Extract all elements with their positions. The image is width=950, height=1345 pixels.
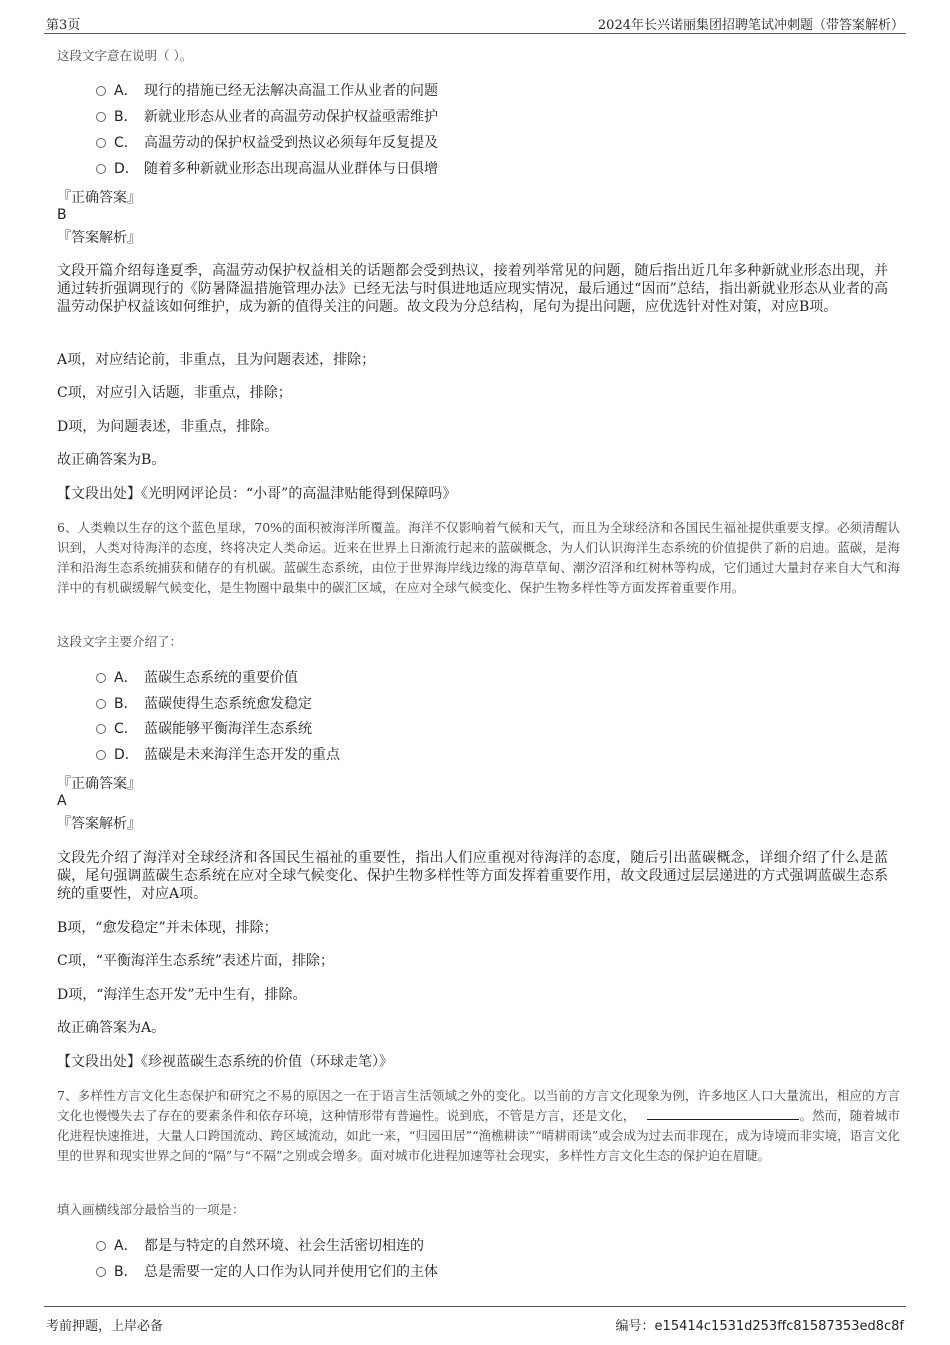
q6-option-a[interactable]: A． 蓝碳生态系统的重要价值 — [96, 667, 298, 689]
q5-conclusion: 故正确答案为B。 — [57, 452, 166, 468]
radio-icon[interactable] — [96, 138, 106, 148]
radio-icon[interactable] — [96, 1267, 106, 1277]
document-id: 编号：e15414c1531d253ffc81587353ed8c8f — [615, 1319, 904, 1334]
q5-option-d[interactable]: D． 随着多种新就业形态出现高温从业群体与日俱增 — [96, 158, 438, 180]
q6-conclusion: 故正确答案为A。 — [57, 1020, 166, 1036]
radio-icon[interactable] — [96, 750, 106, 760]
q5-option-a[interactable]: A． 现行的措施已经无法解决高温工作从业者的问题 — [96, 80, 438, 102]
q6-option-d[interactable]: D． 蓝碳是未来海洋生态开发的重点 — [96, 744, 340, 766]
q5-source: 【文段出处】《光明网评论员：“小哥”的高温津贴能得到保障吗》 — [57, 486, 457, 502]
page-header — [44, 12, 906, 34]
q5-point-c: C项，对应引入话题，非重点，排除； — [57, 385, 292, 401]
q5-answer-label: 『正确答案』 — [57, 190, 141, 206]
q6-prompt: 这段文字主要介绍了： — [57, 634, 183, 649]
q5-analysis: 文段开篇介绍每逢夏季，高温劳动保护权益相关的话题都会受到热议，接着列举常见的问题，随后指出近几年多种新就业形态出现，并通过转折强调现行的《防暑降温措施管理办法》已经无法与时俱进地适应现实情况，最后通过“因而”总结，指出新就业形态从业者的高温劳动保护权益该如何维护，成为新的值得关注的问题。故文段为分总结构，尾句为提出问题，应优选针对性对策，对应B项。 — [57, 263, 888, 315]
document-title: 2024年长兴诺丽集团招聘笔试冲刺题（带答案解析） — [597, 18, 904, 33]
q6-analysis: 文段先介绍了海洋对全球经济和各国民生福祉的重要性，指出人们应重视对待海洋的态度，随后引出蓝碳概念，详细介绍了什么是蓝碳，尾句强调蓝碳生态系统在应对全球气候变化、保护生物多样性等方面发挥着重要作用，故文段通过层层递进的方式强调蓝碳生态系统的重要性，对应A项。 — [57, 850, 888, 902]
q6-point-c: C项，“平衡海洋生态系统”表述片面，排除； — [57, 953, 335, 969]
q5-option-b[interactable]: B． 新就业形态从业者的高温劳动保护权益亟需维护 — [96, 106, 438, 128]
q5-analysis-label: 『答案解析』 — [57, 230, 141, 246]
q6-answer: A — [57, 793, 67, 809]
radio-icon[interactable] — [96, 164, 106, 174]
radio-icon[interactable] — [96, 86, 106, 96]
q7-prompt: 填入画横线部分最恰当的一项是： — [57, 1202, 245, 1217]
q5-answer: B — [57, 207, 67, 223]
q7-stem: 7、多样性方言文化生态保护和研究之不易的原因之一在于语言生活领域之外的变化。以当前的方言文化现象为例，许多地区人口大量流出，相应的方言文化也慢慢失去了存在的要素条件和依存环境，这种情形带有普遍性。说到底，不管是方言，还是文化， 。然而，随着城市化进程快速推进，大量人口跨国流动、跨区域流动，如此一来，“归园田居”“渔樵耕读”“晴耕雨读”或会成为过去而非现在，成为诗境而非实境，语言文化里的世界和现实世界之间的“隔”与“不隔”之别或会增多。面对城市化进程加速等社会现实，多样性方言文化生态的保护迫在眉睫。 — [57, 1088, 900, 1163]
radio-icon[interactable] — [96, 673, 106, 683]
q5-point-a: A项，对应结论前，非重点，且为问题表述，排除； — [57, 352, 376, 368]
q7-option-a[interactable]: A． 都是与特定的自然环境、社会生活密切相连的 — [96, 1235, 424, 1257]
q6-point-b: B项，“愈发稳定”并未体现，排除； — [57, 920, 278, 936]
q6-option-c[interactable]: C． 蓝碳能够平衡海洋生态系统 — [96, 718, 312, 740]
q6-option-b[interactable]: B． 蓝碳使得生态系统愈发稳定 — [96, 693, 312, 715]
q6-analysis-label: 『答案解析』 — [57, 816, 141, 832]
q7-option-b[interactable]: B． 总是需要一定的人口作为认同并使用它们的主体 — [96, 1261, 438, 1283]
q5-point-d: D项，为问题表述，非重点，排除。 — [57, 419, 279, 435]
radio-icon[interactable] — [96, 112, 106, 122]
footer-slogan: 考前押题，上岸必备 — [46, 1319, 164, 1334]
radio-icon[interactable] — [96, 1241, 106, 1251]
page-number: 第3页 — [46, 18, 81, 33]
q6-point-d: D项，“海洋生态开发”无中生有，排除。 — [57, 987, 307, 1003]
q6-answer-label: 『正确答案』 — [57, 776, 141, 792]
blank-line[interactable] — [647, 1108, 799, 1120]
q6-source: 【文段出处】《珍视蓝碳生态系统的价值（环球走笔）》 — [57, 1054, 393, 1070]
q5-stem-tail: 这段文字意在说明（ ）。 — [57, 48, 193, 63]
page-footer — [44, 1306, 906, 1336]
radio-icon[interactable] — [96, 699, 106, 709]
radio-icon[interactable] — [96, 724, 106, 734]
q6-stem: 6、人类赖以生存的这个蓝色星球，70%的面积被海洋所覆盖。海洋不仅影响着气候和天气，而且为全球经济和各国民生福祉提供重要支撑。必须清醒认识到，人类对待海洋的态度，终将决定人类命运。近来在世界上日渐流行起来的蓝碳概念，为人们认识海洋生态系统的价值提供了新的启迪。蓝碳，是海洋和沿海生态系统捕获和储存的有机碳。蓝碳生态系统，由位于世界海岸线边缘的海草草甸、潮汐沼泽和红树林等构成，它们通过大量封存来自大气和海洋中的有机碳缓解气候变化，是生物圈中最集中的碳汇区域，在应对全球气候变化、保护生物多样性等方面发挥着重要作用。 — [57, 520, 900, 595]
q5-option-c[interactable]: C． 高温劳动的保护权益受到热议必须每年反复提及 — [96, 132, 438, 154]
